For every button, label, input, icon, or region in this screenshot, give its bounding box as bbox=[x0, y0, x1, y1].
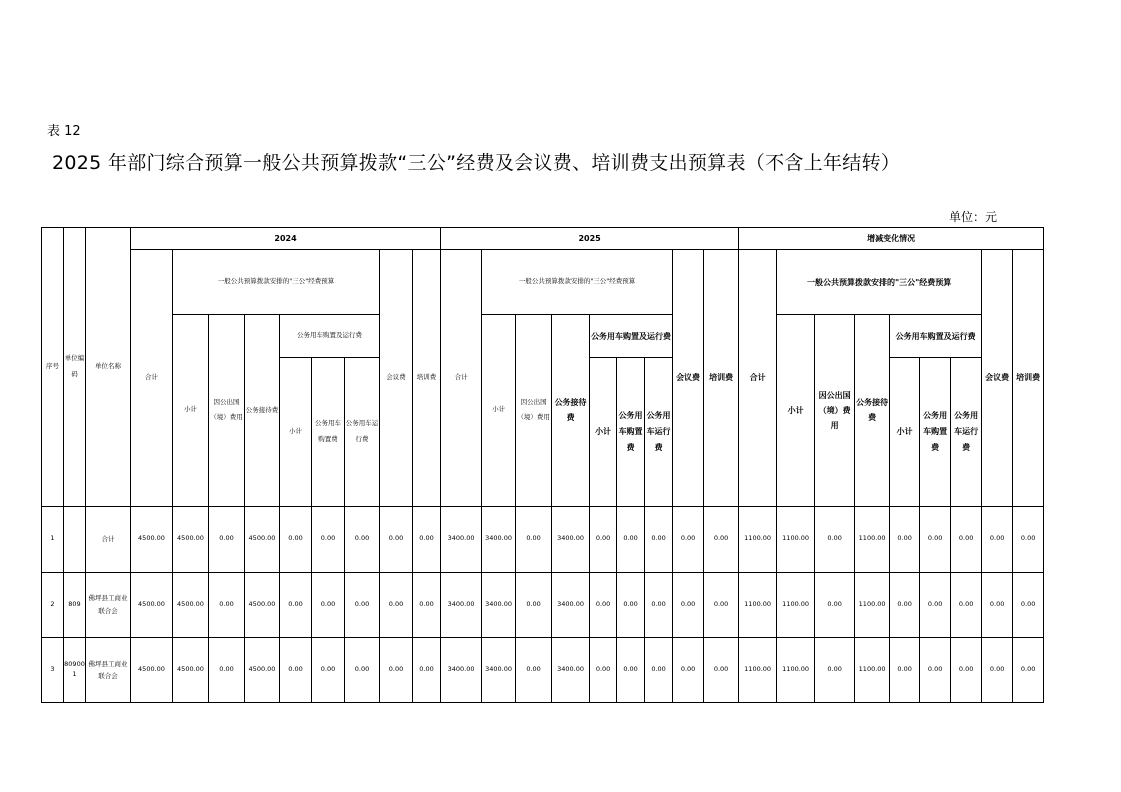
row-cell: 1100.00 bbox=[739, 572, 777, 637]
row-cell: 0.00 bbox=[280, 637, 312, 702]
row-cell: 0.00 bbox=[645, 572, 673, 637]
row-cell: 0.00 bbox=[890, 637, 920, 702]
row-cell: 1100.00 bbox=[739, 637, 777, 702]
row-cell: 0.00 bbox=[1013, 506, 1044, 572]
row-cell: 0.00 bbox=[617, 572, 645, 637]
header-abroad-2024: 因公出国（境）费用 bbox=[209, 315, 245, 506]
row-cell: 0.00 bbox=[209, 637, 245, 702]
table-row bbox=[42, 506, 1044, 572]
row-cell: 0.00 bbox=[982, 506, 1013, 572]
row-cell: 0.00 bbox=[345, 506, 380, 572]
budget-table bbox=[41, 227, 1044, 703]
row-cell: 0.00 bbox=[345, 637, 380, 702]
row-cell: 0.00 bbox=[590, 572, 617, 637]
row-seq: 2 bbox=[42, 572, 64, 637]
row-cell: 0.00 bbox=[1013, 637, 1044, 702]
header-vehicle-subtotal-2024: 小计 bbox=[280, 358, 312, 506]
header-meeting-2024: 会议费 bbox=[380, 250, 413, 507]
header-meeting-2025: 会议费 bbox=[673, 250, 704, 507]
row-cell: 0.00 bbox=[673, 572, 704, 637]
header-year-2025: 2025 bbox=[441, 228, 739, 250]
row-cell: 0.00 bbox=[704, 506, 739, 572]
row-cell: 0.00 bbox=[645, 637, 673, 702]
row-cell: 3400.00 bbox=[552, 506, 590, 572]
row-cell: 0.00 bbox=[815, 506, 855, 572]
header-vehicle-purchase-2024: 公务用车购置费 bbox=[312, 358, 345, 506]
header-vehicle-group-2025: 公务用车购置及运行费 bbox=[590, 315, 673, 358]
row-cell: 4500.00 bbox=[173, 572, 209, 637]
header-subtotal-2024: 小计 bbox=[173, 315, 209, 506]
header-change: 增减变化情况 bbox=[739, 228, 1044, 250]
row-cell: 0.00 bbox=[920, 506, 951, 572]
row-cell: 3400.00 bbox=[552, 637, 590, 702]
row-cell: 0.00 bbox=[704, 637, 739, 702]
row-cell: 0.00 bbox=[673, 637, 704, 702]
row-cell: 3400.00 bbox=[482, 637, 516, 702]
header-vehicle-run-change: 公务用车运行费 bbox=[951, 358, 982, 506]
row-cell: 0.00 bbox=[590, 506, 617, 572]
row-cell: 0.00 bbox=[413, 572, 441, 637]
row-cell: 0.00 bbox=[516, 637, 552, 702]
row-cell: 3400.00 bbox=[441, 637, 482, 702]
header-vehicle-run-2024: 公务用车运行费 bbox=[345, 358, 380, 506]
row-cell: 4500.00 bbox=[131, 637, 173, 702]
row-cell: 4500.00 bbox=[245, 572, 280, 637]
row-cell: 3400.00 bbox=[482, 506, 516, 572]
header-vehicle-group-2024: 公务用车购置及运行费 bbox=[280, 315, 380, 358]
row-cell: 0.00 bbox=[815, 637, 855, 702]
row-cell: 4500.00 bbox=[245, 637, 280, 702]
table-row bbox=[42, 572, 1044, 637]
row-cell: 0.00 bbox=[413, 506, 441, 572]
row-cell: 3400.00 bbox=[552, 572, 590, 637]
header-vehicle-subtotal-change: 小计 bbox=[890, 358, 920, 506]
header-reception-2025: 公务接待费 bbox=[552, 315, 590, 506]
row-cell: 0.00 bbox=[209, 572, 245, 637]
row-cell: 0.00 bbox=[890, 506, 920, 572]
header-training-2025: 培训费 bbox=[704, 250, 739, 507]
row-cell: 0.00 bbox=[345, 572, 380, 637]
row-unit-name: 佛坪县工商业联合会 bbox=[86, 572, 131, 637]
row-cell: 0.00 bbox=[312, 637, 345, 702]
row-cell: 1100.00 bbox=[777, 506, 815, 572]
row-cell: 0.00 bbox=[380, 637, 413, 702]
row-cell: 0.00 bbox=[890, 572, 920, 637]
row-cell: 0.00 bbox=[617, 506, 645, 572]
row-cell: 0.00 bbox=[312, 506, 345, 572]
row-unit-name: 佛坪县工商业联合会 bbox=[86, 637, 131, 702]
row-cell: 1100.00 bbox=[777, 637, 815, 702]
row-cell: 1100.00 bbox=[855, 506, 890, 572]
row-cell: 1100.00 bbox=[855, 637, 890, 702]
header-sangong-2024: 一般公共预算拨款安排的"三公"经费预算 bbox=[173, 250, 380, 315]
header-sangong-2025: 一般公共预算拨款安排的"三公"经费预算 bbox=[482, 250, 673, 315]
row-cell: 0.00 bbox=[516, 506, 552, 572]
row-cell: 0.00 bbox=[920, 637, 951, 702]
row-cell: 0.00 bbox=[380, 572, 413, 637]
row-cell: 0.00 bbox=[951, 572, 982, 637]
header-training-change: 培训费 bbox=[1013, 250, 1044, 507]
header-row-3 bbox=[42, 315, 1044, 358]
row-unit-code bbox=[64, 506, 86, 572]
row-cell: 4500.00 bbox=[173, 637, 209, 702]
row-cell: 0.00 bbox=[209, 506, 245, 572]
row-cell: 0.00 bbox=[815, 572, 855, 637]
header-meeting-change: 会议费 bbox=[982, 250, 1013, 507]
row-cell: 0.00 bbox=[380, 506, 413, 572]
header-vehicle-purchase-change: 公务用车购置费 bbox=[920, 358, 951, 506]
row-cell: 0.00 bbox=[645, 506, 673, 572]
row-cell: 0.00 bbox=[590, 637, 617, 702]
header-unit-name: 单位名称 bbox=[86, 228, 131, 507]
header-abroad-2025: 因公出国（境）费用 bbox=[516, 315, 552, 506]
row-cell: 1100.00 bbox=[777, 572, 815, 637]
header-abroad-change: 因公出国（境）费用 bbox=[815, 315, 855, 506]
row-seq: 3 bbox=[42, 637, 64, 702]
header-unit-code: 单位编码 bbox=[64, 228, 86, 507]
header-total-2024: 合计 bbox=[131, 250, 173, 507]
header-sangong-change: 一般公共预算拨款安排的"三公"经费预算 bbox=[777, 250, 982, 315]
header-year-2024: 2024 bbox=[131, 228, 441, 250]
row-cell: 0.00 bbox=[951, 506, 982, 572]
header-total-change: 合计 bbox=[739, 250, 777, 507]
row-cell: 0.00 bbox=[982, 572, 1013, 637]
row-cell: 0.00 bbox=[280, 506, 312, 572]
header-row-2 bbox=[42, 250, 1044, 315]
row-cell: 4500.00 bbox=[173, 506, 209, 572]
row-cell: 0.00 bbox=[617, 637, 645, 702]
header-reception-2024: 公务接待费 bbox=[245, 315, 280, 506]
row-cell: 4500.00 bbox=[131, 506, 173, 572]
header-row-1 bbox=[42, 228, 1044, 250]
header-reception-change: 公务接待费 bbox=[855, 315, 890, 506]
row-seq: 1 bbox=[42, 506, 64, 572]
table-number: 表 12 bbox=[47, 124, 81, 139]
unit-label: 单位：元 bbox=[949, 210, 998, 224]
row-unit-name: 合计 bbox=[86, 506, 131, 572]
document-title: 2025 年部门综合预算一般公共预算拨款“三公”经费及会议费、培训费支出预算表（不含上年结转） bbox=[52, 152, 901, 174]
row-cell: 0.00 bbox=[280, 572, 312, 637]
header-vehicle-purchase-2025: 公务用车购置费 bbox=[617, 358, 645, 506]
header-total-2025: 合计 bbox=[441, 250, 482, 507]
row-cell: 0.00 bbox=[312, 572, 345, 637]
header-vehicle-run-2025: 公务用车运行费 bbox=[645, 358, 673, 506]
header-training-2024: 培训费 bbox=[413, 250, 441, 507]
row-cell: 0.00 bbox=[516, 572, 552, 637]
table-row bbox=[42, 637, 1044, 702]
row-cell: 0.00 bbox=[413, 637, 441, 702]
row-cell: 3400.00 bbox=[441, 572, 482, 637]
row-cell: 3400.00 bbox=[482, 572, 516, 637]
header-seq: 序号 bbox=[42, 228, 64, 507]
row-cell: 0.00 bbox=[704, 572, 739, 637]
row-cell: 4500.00 bbox=[245, 506, 280, 572]
header-vehicle-subtotal-2025: 小计 bbox=[590, 358, 617, 506]
row-unit-code: 809001 bbox=[64, 637, 86, 702]
header-vehicle-group-change: 公务用车购置及运行费 bbox=[890, 315, 982, 358]
row-unit-code: 809 bbox=[64, 572, 86, 637]
header-subtotal-change: 小计 bbox=[777, 315, 815, 506]
row-cell: 0.00 bbox=[1013, 572, 1044, 637]
row-cell: 0.00 bbox=[951, 637, 982, 702]
row-cell: 1100.00 bbox=[855, 572, 890, 637]
row-cell: 3400.00 bbox=[441, 506, 482, 572]
row-cell: 0.00 bbox=[920, 572, 951, 637]
row-cell: 0.00 bbox=[982, 637, 1013, 702]
row-cell: 4500.00 bbox=[131, 572, 173, 637]
row-cell: 1100.00 bbox=[739, 506, 777, 572]
header-subtotal-2025: 小计 bbox=[482, 315, 516, 506]
row-cell: 0.00 bbox=[673, 506, 704, 572]
